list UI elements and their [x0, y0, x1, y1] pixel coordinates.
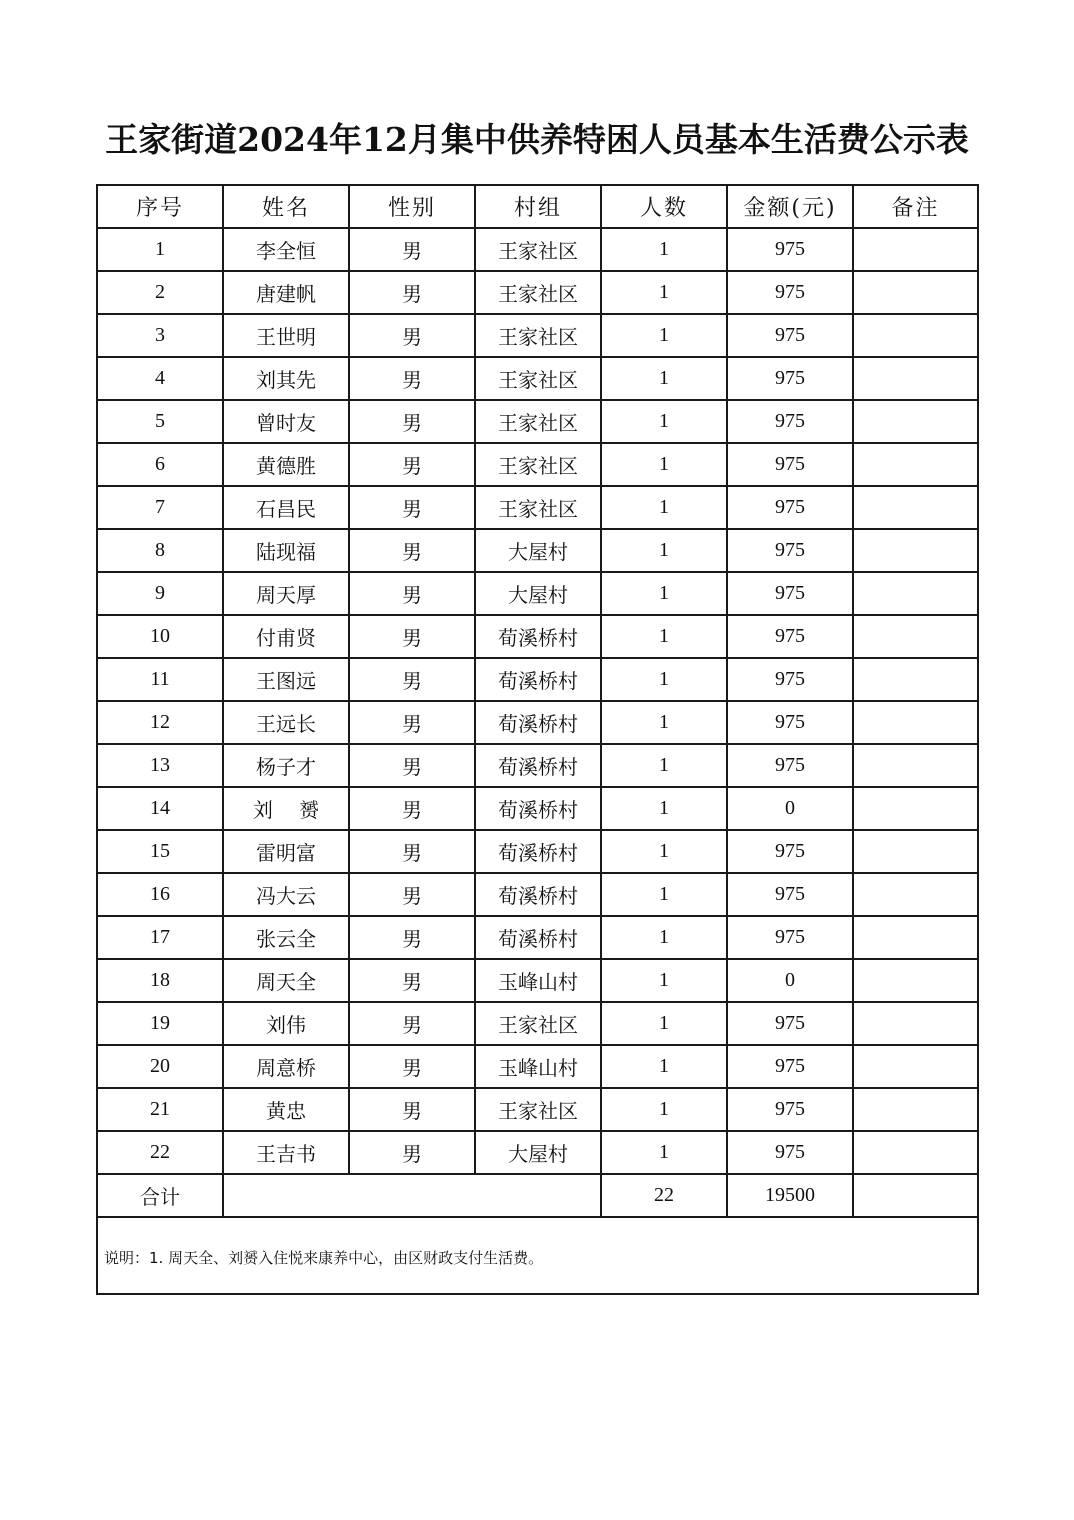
- table-row: [97, 830, 978, 873]
- cell-remark: [853, 357, 978, 400]
- cell-gender: 男: [349, 271, 475, 314]
- cell-village: 荀溪桥村: [475, 873, 601, 916]
- table-row: [97, 228, 978, 271]
- cell-no: 9: [97, 572, 223, 615]
- header-village: 村组: [475, 185, 601, 228]
- cell-name: [223, 486, 349, 529]
- cell-amount: 975: [727, 486, 853, 529]
- person-name: 王远长: [256, 712, 316, 736]
- person-name: 周意桥: [256, 1056, 316, 1080]
- cell-count: 1: [601, 271, 727, 314]
- cell-count: 1: [601, 572, 727, 615]
- cell-no: 7: [97, 486, 223, 529]
- cell-village: 大屋村: [475, 529, 601, 572]
- cell-remark: [853, 1002, 978, 1045]
- cell-no: 12: [97, 701, 223, 744]
- cell-remark: [853, 873, 978, 916]
- cell-name: [223, 271, 349, 314]
- cell-amount: 975: [727, 443, 853, 486]
- cell-name: [223, 873, 349, 916]
- cell-amount: 975: [727, 572, 853, 615]
- cell-gender: 男: [349, 529, 475, 572]
- cell-count: 1: [601, 787, 727, 830]
- cell-gender: 男: [349, 1002, 475, 1045]
- cell-village: 大屋村: [475, 1131, 601, 1174]
- table-row: [97, 486, 978, 529]
- person-name: 周天全: [256, 970, 316, 994]
- page-title: 王家街道2024年12月集中供养特困人员基本生活费公示表: [105, 120, 969, 159]
- person-name: 陆现福: [256, 540, 316, 564]
- table-row: [97, 916, 978, 959]
- cell-gender: 男: [349, 916, 475, 959]
- header-name: 姓名: [223, 185, 349, 228]
- table-row: [97, 271, 978, 314]
- cell-village: 王家社区: [475, 1002, 601, 1045]
- table-row: [97, 529, 978, 572]
- cell-no: 1: [97, 228, 223, 271]
- cell-amount: 975: [727, 271, 853, 314]
- cell-count: 1: [601, 1045, 727, 1088]
- table-row: [97, 443, 978, 486]
- cell-count: 1: [601, 916, 727, 959]
- header-remark: 备注: [853, 185, 978, 228]
- note-text: 说明：1. 周天全、刘赟入住悦来康养中心，由区财政支付生活费。: [97, 1217, 978, 1294]
- cell-count: 1: [601, 486, 727, 529]
- note-row: [97, 1217, 978, 1294]
- table-row: [97, 744, 978, 787]
- header-amount: 金额(元): [727, 185, 853, 228]
- cell-name: [223, 314, 349, 357]
- cell-no: 15: [97, 830, 223, 873]
- person-name: 曾时友: [256, 411, 316, 435]
- cell-remark: [853, 572, 978, 615]
- cell-village: 荀溪桥村: [475, 830, 601, 873]
- cell-remark: [853, 830, 978, 873]
- cell-remark: [853, 486, 978, 529]
- cell-amount: 975: [727, 1002, 853, 1045]
- cell-count: 1: [601, 1088, 727, 1131]
- total-remark: [853, 1174, 978, 1217]
- person-name: 黄德胜: [256, 454, 316, 478]
- cell-count: 1: [601, 615, 727, 658]
- cell-village: 荀溪桥村: [475, 787, 601, 830]
- cell-village: 玉峰山村: [475, 1045, 601, 1088]
- cell-gender: 男: [349, 1131, 475, 1174]
- cell-amount: 975: [727, 1045, 853, 1088]
- cell-no: 17: [97, 916, 223, 959]
- table-row: [97, 959, 978, 1002]
- cell-count: 1: [601, 959, 727, 1002]
- header-no: 序号: [97, 185, 223, 228]
- cell-name: [223, 400, 349, 443]
- cell-village: 王家社区: [475, 271, 601, 314]
- person-name: 冯大云: [256, 884, 316, 908]
- person-name: 李全恒: [256, 239, 316, 263]
- cell-gender: 男: [349, 744, 475, 787]
- cell-gender: 男: [349, 443, 475, 486]
- table-row: [97, 1002, 978, 1045]
- cell-village: 大屋村: [475, 572, 601, 615]
- cell-gender: 男: [349, 357, 475, 400]
- cell-gender: 男: [349, 787, 475, 830]
- cell-gender: 男: [349, 572, 475, 615]
- cell-remark: [853, 1088, 978, 1131]
- cell-village: 荀溪桥村: [475, 615, 601, 658]
- cell-remark: [853, 787, 978, 830]
- cell-name: [223, 830, 349, 873]
- cell-name: [223, 744, 349, 787]
- cell-gender: 男: [349, 314, 475, 357]
- cell-amount: 975: [727, 228, 853, 271]
- cell-remark: [853, 658, 978, 701]
- cell-gender: 男: [349, 1045, 475, 1088]
- table-row: [97, 615, 978, 658]
- cell-no: 16: [97, 873, 223, 916]
- cell-village: 王家社区: [475, 1088, 601, 1131]
- cell-amount: 975: [727, 314, 853, 357]
- cell-no: 22: [97, 1131, 223, 1174]
- person-name: 杨子才: [256, 755, 316, 779]
- cell-remark: [853, 959, 978, 1002]
- cell-count: 1: [601, 701, 727, 744]
- person-name: 雷明富: [256, 841, 316, 865]
- cell-no: 13: [97, 744, 223, 787]
- cell-amount: 975: [727, 615, 853, 658]
- cell-village: 王家社区: [475, 357, 601, 400]
- cell-village: 王家社区: [475, 486, 601, 529]
- cell-name: [223, 228, 349, 271]
- cell-amount: 975: [727, 658, 853, 701]
- total-label: 合计: [97, 1174, 223, 1217]
- cell-village: 荀溪桥村: [475, 916, 601, 959]
- cell-amount: 975: [727, 1131, 853, 1174]
- cell-name: [223, 959, 349, 1002]
- cell-remark: [853, 1131, 978, 1174]
- cell-remark: [853, 744, 978, 787]
- cell-no: 10: [97, 615, 223, 658]
- person-name: 石昌民: [256, 497, 316, 521]
- cell-no: 14: [97, 787, 223, 830]
- cell-village: 玉峰山村: [475, 959, 601, 1002]
- cell-village: 荀溪桥村: [475, 658, 601, 701]
- cell-no: 18: [97, 959, 223, 1002]
- cell-name: [223, 658, 349, 701]
- person-name: 刘 赟: [252, 798, 320, 822]
- cell-count: 1: [601, 529, 727, 572]
- table-row: [97, 357, 978, 400]
- cell-count: 1: [601, 314, 727, 357]
- cell-remark: [853, 916, 978, 959]
- cell-remark: [853, 443, 978, 486]
- cell-count: 1: [601, 658, 727, 701]
- cell-gender: 男: [349, 830, 475, 873]
- cell-village: 王家社区: [475, 314, 601, 357]
- person-name: 唐建帆: [256, 282, 316, 306]
- cell-name: [223, 701, 349, 744]
- roster-body: [97, 228, 978, 1174]
- cell-no: 11: [97, 658, 223, 701]
- cell-gender: 男: [349, 658, 475, 701]
- cell-village: 王家社区: [475, 443, 601, 486]
- cell-no: 4: [97, 357, 223, 400]
- person-name: 周天厚: [256, 583, 316, 607]
- cell-gender: 男: [349, 400, 475, 443]
- cell-remark: [853, 400, 978, 443]
- cell-count: 1: [601, 443, 727, 486]
- person-name: 黄忠: [266, 1099, 306, 1123]
- cell-gender: 男: [349, 1088, 475, 1131]
- cell-gender: 男: [349, 701, 475, 744]
- total-count: 22: [601, 1174, 727, 1217]
- cell-remark: [853, 228, 978, 271]
- person-name: 付甫贤: [256, 626, 316, 650]
- cell-remark: [853, 1045, 978, 1088]
- person-name: 王世明: [256, 325, 316, 349]
- cell-amount: 975: [727, 357, 853, 400]
- cell-remark: [853, 701, 978, 744]
- cell-name: [223, 1131, 349, 1174]
- cell-gender: 男: [349, 959, 475, 1002]
- cell-gender: 男: [349, 228, 475, 271]
- cell-count: 1: [601, 228, 727, 271]
- cell-count: 1: [601, 1131, 727, 1174]
- cell-no: 19: [97, 1002, 223, 1045]
- cell-remark: [853, 314, 978, 357]
- cell-amount: 975: [727, 529, 853, 572]
- cell-amount: 975: [727, 1088, 853, 1131]
- cell-no: 3: [97, 314, 223, 357]
- cell-amount: 975: [727, 830, 853, 873]
- cell-no: 6: [97, 443, 223, 486]
- table-row: [97, 400, 978, 443]
- total-row: [97, 1174, 978, 1217]
- cell-name: [223, 1045, 349, 1088]
- person-name: 刘其先: [256, 368, 316, 392]
- cell-gender: 男: [349, 615, 475, 658]
- cell-amount: 975: [727, 873, 853, 916]
- cell-name: [223, 572, 349, 615]
- header-gender: 性别: [349, 185, 475, 228]
- cell-amount: 975: [727, 916, 853, 959]
- cell-name: [223, 357, 349, 400]
- cell-gender: 男: [349, 873, 475, 916]
- cell-count: 1: [601, 830, 727, 873]
- person-name: 刘伟: [266, 1013, 306, 1037]
- cell-gender: 男: [349, 486, 475, 529]
- cell-count: 1: [601, 1002, 727, 1045]
- table-row: [97, 701, 978, 744]
- header-count: 人数: [601, 185, 727, 228]
- cell-amount: 975: [727, 400, 853, 443]
- cell-name: [223, 1088, 349, 1131]
- cell-count: 1: [601, 744, 727, 787]
- person-name: 张云全: [256, 927, 316, 951]
- cell-remark: [853, 529, 978, 572]
- cell-name: [223, 443, 349, 486]
- cell-count: 1: [601, 873, 727, 916]
- table-row: [97, 873, 978, 916]
- cell-no: 2: [97, 271, 223, 314]
- table-row: [97, 1131, 978, 1174]
- table-row: [97, 1045, 978, 1088]
- table-row: [97, 658, 978, 701]
- cell-village: 荀溪桥村: [475, 744, 601, 787]
- table-row: [97, 314, 978, 357]
- cell-village: 王家社区: [475, 228, 601, 271]
- cell-name: [223, 916, 349, 959]
- total-amount: 19500: [727, 1174, 853, 1217]
- total-blank: [223, 1174, 601, 1217]
- person-name: 王吉书: [256, 1142, 316, 1166]
- cell-count: 1: [601, 357, 727, 400]
- cell-amount: 975: [727, 744, 853, 787]
- cell-no: 5: [97, 400, 223, 443]
- person-name: 王图远: [256, 669, 316, 693]
- cell-name: [223, 615, 349, 658]
- cell-name: [223, 1002, 349, 1045]
- cell-no: 20: [97, 1045, 223, 1088]
- table-row: [97, 787, 978, 830]
- table-row: [97, 1088, 978, 1131]
- cell-amount: 0: [727, 959, 853, 1002]
- cell-count: 1: [601, 400, 727, 443]
- roster-table: [96, 184, 979, 1295]
- cell-amount: 0: [727, 787, 853, 830]
- cell-remark: [853, 271, 978, 314]
- cell-no: 21: [97, 1088, 223, 1131]
- cell-village: 荀溪桥村: [475, 701, 601, 744]
- cell-name: [223, 787, 349, 830]
- cell-village: 王家社区: [475, 400, 601, 443]
- cell-remark: [853, 615, 978, 658]
- table-row: [97, 572, 978, 615]
- cell-name: [223, 529, 349, 572]
- header-row: [97, 185, 978, 228]
- cell-no: 8: [97, 529, 223, 572]
- cell-amount: 975: [727, 701, 853, 744]
